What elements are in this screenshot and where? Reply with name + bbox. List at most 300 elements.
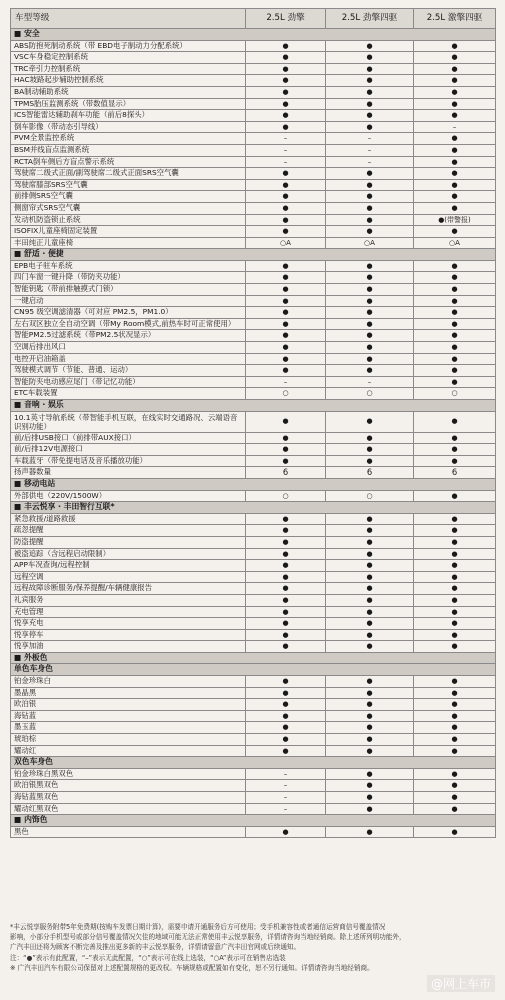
spec-value: ●: [326, 284, 414, 296]
spec-label: 空调后排出风口: [11, 342, 246, 354]
spec-value: ●: [414, 444, 496, 456]
spec-value: –: [414, 121, 496, 133]
spec-value: ●: [414, 606, 496, 618]
spec-row: [11, 330, 496, 342]
spec-table-container: [10, 8, 495, 838]
section-header-row: [11, 400, 496, 412]
spec-row: [11, 98, 496, 110]
spec-value: ●: [326, 780, 414, 792]
section-title: ■ 安全: [11, 29, 496, 41]
spec-value: ●: [326, 548, 414, 560]
spec-value: ●: [414, 641, 496, 653]
spec-label: 前排侧SRS空气囊: [11, 191, 246, 203]
footnote-line: 注：“●”表示有此配置，“–”表示无此配置，“○”表示可在线上选装，“○A”表示可在销售店选装: [10, 953, 286, 962]
spec-row: [11, 63, 496, 75]
spec-row: [11, 536, 496, 548]
spec-row: [11, 353, 496, 365]
spec-label: 一键启动: [11, 295, 246, 307]
spec-value: ●: [414, 202, 496, 214]
spec-value: ●: [414, 722, 496, 734]
spec-value: ●: [414, 803, 496, 815]
spec-value: ●(带警报): [414, 214, 496, 226]
spec-value: ●: [326, 525, 414, 537]
spec-value: ●: [246, 560, 326, 572]
spec-table: [10, 8, 496, 838]
spec-row: [11, 641, 496, 653]
spec-row: [11, 121, 496, 133]
section-title: ■ 外板色: [11, 652, 496, 664]
spec-value: ●: [246, 606, 326, 618]
footnote-line: ※ 广汽丰田汽车有限公司保留对上述配置规格的更改权。车辆规格或配置如有变化，恕不另行通知。详情请咨询当地经销商。: [10, 963, 374, 972]
spec-value: ●: [246, 40, 326, 52]
spec-row: [11, 40, 496, 52]
spec-label: 10.1英寸导航系统（带智能手机互联，在线实时交通路况、云端语音识别功能）: [11, 411, 246, 432]
section-header-row: [11, 664, 496, 676]
spec-value: 6: [326, 467, 414, 479]
spec-row: [11, 467, 496, 479]
spec-value: ●: [414, 455, 496, 467]
spec-value: ●: [414, 594, 496, 606]
spec-value: ●: [246, 121, 326, 133]
spec-row: [11, 780, 496, 792]
spec-value: ●: [246, 214, 326, 226]
spec-value: ●: [414, 629, 496, 641]
spec-value: ●: [326, 214, 414, 226]
spec-row: [11, 307, 496, 319]
section-header-row: [11, 478, 496, 490]
spec-value: ●: [414, 168, 496, 180]
section-header-row: [11, 29, 496, 41]
spec-value: ●: [414, 792, 496, 804]
spec-value: ●: [326, 826, 414, 838]
spec-value: ●: [326, 307, 414, 319]
spec-label: TPMS胎压监测系统（带数值显示）: [11, 98, 246, 110]
spec-value: ●: [326, 455, 414, 467]
spec-value: ●: [326, 792, 414, 804]
spec-value: ●: [414, 768, 496, 780]
spec-value: ●: [414, 133, 496, 145]
spec-label: 欧泊银: [11, 699, 246, 711]
spec-value: ●: [326, 40, 414, 52]
spec-value: ●: [246, 455, 326, 467]
spec-value: ●: [414, 583, 496, 595]
header-trim-3: 2.5L 激擎四驱: [414, 9, 496, 29]
spec-value: ●: [246, 98, 326, 110]
spec-value: ●: [246, 202, 326, 214]
spec-row: [11, 571, 496, 583]
spec-label: 侧窗帘式SRS空气囊: [11, 202, 246, 214]
spec-value: 6: [246, 467, 326, 479]
spec-value: –: [326, 144, 414, 156]
spec-value: ●: [414, 75, 496, 87]
spec-label: TRC牵引力控制系统: [11, 63, 246, 75]
spec-value: ●: [246, 295, 326, 307]
spec-value: ●: [414, 52, 496, 64]
spec-value: ●: [414, 295, 496, 307]
spec-label: RCTA倒车侧后方盲点警示系统: [11, 156, 246, 168]
spec-row: [11, 284, 496, 296]
spec-value: ●: [326, 202, 414, 214]
spec-row: [11, 826, 496, 838]
spec-value: ●: [246, 353, 326, 365]
spec-value: ●: [326, 641, 414, 653]
section-title: ■ 音响 · 娱乐: [11, 400, 496, 412]
spec-value: ●: [246, 86, 326, 98]
spec-value: ●: [326, 768, 414, 780]
spec-value: ○: [414, 388, 496, 400]
spec-value: ●: [414, 144, 496, 156]
spec-value: ○: [326, 388, 414, 400]
spec-value: ●: [414, 536, 496, 548]
spec-value: ●: [246, 284, 326, 296]
spec-value: ●: [246, 594, 326, 606]
spec-value: ●: [246, 411, 326, 432]
spec-row: [11, 455, 496, 467]
spec-label: 车载蓝牙（带免提电话及音乐播放功能）: [11, 455, 246, 467]
spec-row: [11, 699, 496, 711]
spec-label: BSM并线盲点监测系统: [11, 144, 246, 156]
spec-row: [11, 618, 496, 630]
spec-value: ●: [246, 318, 326, 330]
spec-label: 海钻蓝黑双色: [11, 792, 246, 804]
spec-row: [11, 133, 496, 145]
spec-label: ABS防抱死制动系统（带 EBD电子制动力分配系统）: [11, 40, 246, 52]
spec-value: ●: [326, 272, 414, 284]
spec-value: ●: [326, 676, 414, 688]
spec-row: [11, 432, 496, 444]
spec-value: ●: [414, 191, 496, 203]
spec-label: 智能PM2.5过滤系统（带PM2.5状况显示）: [11, 330, 246, 342]
spec-value: ●: [246, 699, 326, 711]
spec-label: EPB电子驻车系统: [11, 260, 246, 272]
spec-value: ●: [246, 629, 326, 641]
spec-value: ○: [246, 490, 326, 502]
spec-value: ●: [414, 110, 496, 122]
section-header-row: [11, 815, 496, 827]
spec-value: ●: [326, 330, 414, 342]
spec-value: ●: [326, 594, 414, 606]
spec-row: [11, 388, 496, 400]
spec-value: –: [246, 768, 326, 780]
spec-value: ●: [246, 525, 326, 537]
spec-value: ●: [326, 179, 414, 191]
spec-value: ●: [246, 722, 326, 734]
footnote-line: *丰云悦享服务附带5年免费期(按购车发票日期计算)，需要申请开通服务后方可使用；受手机兼容性或者通信运营商信号覆盖情况: [10, 923, 386, 931]
spec-label: 欧泊银黑双色: [11, 780, 246, 792]
spec-row: [11, 75, 496, 87]
spec-row: [11, 86, 496, 98]
spec-value: ●: [246, 342, 326, 354]
spec-row: [11, 376, 496, 388]
spec-label: HAC坡路起步辅助控制系统: [11, 75, 246, 87]
spec-value: ●: [246, 110, 326, 122]
spec-value: ●: [326, 365, 414, 377]
spec-value: ●: [246, 710, 326, 722]
spec-value: ●: [414, 284, 496, 296]
section-title: ■ 舒适 · 便捷: [11, 249, 496, 261]
spec-value: ●: [414, 560, 496, 572]
spec-label: 远程空调: [11, 571, 246, 583]
section-title: 双色车身色: [11, 757, 496, 769]
spec-label: 智能防夹电动感应尾门（带记忆功能）: [11, 376, 246, 388]
spec-label: ETC车载装置: [11, 388, 246, 400]
spec-value: ●: [246, 571, 326, 583]
spec-label: 黑色: [11, 826, 246, 838]
spec-value: ●: [414, 745, 496, 757]
spec-label: 耀动红: [11, 745, 246, 757]
spec-label: 悦享充电: [11, 618, 246, 630]
spec-value: ●: [326, 629, 414, 641]
spec-label: 电控开启油箱盖: [11, 353, 246, 365]
spec-value: –: [326, 156, 414, 168]
spec-value: ●: [414, 307, 496, 319]
spec-value: ●: [326, 571, 414, 583]
footnotes: [10, 922, 495, 973]
watermark: @网上车市: [427, 975, 495, 992]
section-title: ■ 丰云悦享 · 丰田智行互联*: [11, 502, 496, 514]
spec-row: [11, 168, 496, 180]
spec-value: ●: [414, 618, 496, 630]
spec-value: ●: [326, 618, 414, 630]
spec-row: [11, 191, 496, 203]
spec-label: 疏忽提醒: [11, 525, 246, 537]
spec-value: ●: [326, 226, 414, 238]
spec-value: ●: [326, 98, 414, 110]
spec-row: [11, 803, 496, 815]
spec-value: ●: [326, 353, 414, 365]
spec-value: ●: [246, 676, 326, 688]
spec-label: 驾驶模式调节（节能、普通、运动）: [11, 365, 246, 377]
spec-value: ●: [414, 260, 496, 272]
spec-value: ●: [414, 699, 496, 711]
spec-value: ●: [246, 52, 326, 64]
spec-value: ●: [414, 826, 496, 838]
spec-value: ●: [414, 226, 496, 238]
footnote-line: 广汽丰田还将为顾客不断完善及推出更多新的丰云悦享服务，详情请留意广汽丰田官网或后续通知。: [10, 943, 301, 952]
spec-value: ●: [326, 536, 414, 548]
spec-row: [11, 710, 496, 722]
spec-value: ●: [414, 179, 496, 191]
spec-row: [11, 179, 496, 191]
spec-value: ●: [326, 734, 414, 746]
spec-row: [11, 734, 496, 746]
spec-label: 被盗追踪（含远程启动限制）: [11, 548, 246, 560]
spec-value: ●: [326, 110, 414, 122]
spec-value: ●: [246, 330, 326, 342]
spec-value: ●: [414, 548, 496, 560]
spec-row: [11, 214, 496, 226]
spec-value: ●: [414, 571, 496, 583]
spec-value: ●: [246, 75, 326, 87]
spec-value: ●: [326, 687, 414, 699]
spec-value: ●: [414, 86, 496, 98]
spec-value: ●: [246, 168, 326, 180]
spec-value: ●: [414, 687, 496, 699]
spec-value: ●: [246, 365, 326, 377]
spec-value: ●: [326, 606, 414, 618]
spec-row: [11, 226, 496, 238]
spec-value: ●: [246, 641, 326, 653]
spec-value: ●: [246, 536, 326, 548]
spec-value: ●: [414, 365, 496, 377]
spec-value: ●: [414, 330, 496, 342]
spec-row: [11, 144, 496, 156]
spec-row: [11, 272, 496, 284]
spec-label: 礼宾服务: [11, 594, 246, 606]
spec-value: ●: [326, 168, 414, 180]
spec-value: ●: [326, 295, 414, 307]
spec-label: 海钻蓝: [11, 710, 246, 722]
spec-value: ●: [414, 432, 496, 444]
spec-label: ISOFIX儿童座椅固定装置: [11, 226, 246, 238]
spec-value: ●: [326, 513, 414, 525]
section-header-row: [11, 652, 496, 664]
spec-row: [11, 110, 496, 122]
spec-label: BA制动辅助系统: [11, 86, 246, 98]
spec-value: ●: [246, 745, 326, 757]
spec-value: ●: [326, 52, 414, 64]
spec-value: ●: [326, 260, 414, 272]
spec-value: ●: [246, 191, 326, 203]
spec-label: 丰田纯正儿童座椅: [11, 237, 246, 249]
spec-row: [11, 676, 496, 688]
spec-row: [11, 365, 496, 377]
spec-label: 远程故障诊断服务/保养提醒/车辆健康报告: [11, 583, 246, 595]
spec-row: [11, 260, 496, 272]
spec-value: ●: [414, 676, 496, 688]
spec-label: 琥珀棕: [11, 734, 246, 746]
spec-value: ●: [414, 376, 496, 388]
spec-value: ●: [326, 318, 414, 330]
footnote-line: 影响，小部分手机型号或部分信号覆盖情况欠佳的地域可能无法正常使用丰云悦享服务，详情请咨询当地经销商。除上述所列明功能外，: [10, 933, 406, 942]
spec-row: [11, 444, 496, 456]
spec-value: ●: [246, 548, 326, 560]
spec-value: ●: [326, 699, 414, 711]
spec-value: ●: [326, 710, 414, 722]
spec-row: [11, 745, 496, 757]
spec-row: [11, 295, 496, 307]
header-model-level: 车型等级: [11, 9, 246, 29]
spec-value: ●: [326, 444, 414, 456]
spec-value: ●: [414, 710, 496, 722]
spec-value: ○: [326, 490, 414, 502]
spec-value: ●: [246, 260, 326, 272]
spec-label: 充电管理: [11, 606, 246, 618]
spec-label: 驾驶席二级式正面/副驾驶席二级式正面SRS空气囊: [11, 168, 246, 180]
spec-value: ●: [326, 745, 414, 757]
spec-value: ●: [246, 179, 326, 191]
spec-label: PVM全景监控系统: [11, 133, 246, 145]
spec-label: VSC车身稳定控制系统: [11, 52, 246, 64]
spec-value: ●: [414, 342, 496, 354]
spec-value: ●: [414, 63, 496, 75]
spec-value: ●: [414, 513, 496, 525]
spec-row: [11, 768, 496, 780]
spec-value: ●: [326, 342, 414, 354]
spec-label: ICS智能雷达辅助刹车功能（前后8探头）: [11, 110, 246, 122]
spec-value: ●: [414, 40, 496, 52]
spec-value: ●: [326, 86, 414, 98]
spec-label: 悦享停车: [11, 629, 246, 641]
spec-label: 四门车窗一键升降（带防夹功能）: [11, 272, 246, 284]
header-trim-1: 2.5L 劲擎: [246, 9, 326, 29]
spec-row: [11, 629, 496, 641]
spec-value: ●: [326, 75, 414, 87]
spec-row: [11, 202, 496, 214]
spec-value: ●: [326, 121, 414, 133]
spec-value: 6: [414, 467, 496, 479]
spec-label: 紧急救援/道路救援: [11, 513, 246, 525]
spec-value: ●: [414, 490, 496, 502]
spec-row: [11, 342, 496, 354]
spec-label: 前/后排USB接口（前排带AUX接口）: [11, 432, 246, 444]
section-title: ■ 内饰色: [11, 815, 496, 827]
spec-value: ●: [414, 353, 496, 365]
spec-row: [11, 513, 496, 525]
spec-label: 悦享加油: [11, 641, 246, 653]
header-trim-2: 2.5L 劲擎四驱: [326, 9, 414, 29]
spec-value: ●: [414, 734, 496, 746]
spec-value: ●: [246, 618, 326, 630]
spec-value: ●: [414, 780, 496, 792]
spec-label: 铂金珍珠白黑双色: [11, 768, 246, 780]
spec-value: ●: [246, 734, 326, 746]
spec-value: ●: [246, 63, 326, 75]
spec-value: ●: [326, 63, 414, 75]
spec-row: [11, 237, 496, 249]
spec-value: ●: [246, 307, 326, 319]
spec-row: [11, 606, 496, 618]
section-title: 单色车身色: [11, 664, 496, 676]
spec-value: ●: [246, 444, 326, 456]
spec-label: 铂金珍珠白: [11, 676, 246, 688]
spec-row: [11, 722, 496, 734]
spec-label: 倒车影像（带动态引导线）: [11, 121, 246, 133]
spec-row: [11, 525, 496, 537]
spec-value: ●: [414, 411, 496, 432]
spec-value: –: [246, 144, 326, 156]
spec-row: [11, 594, 496, 606]
spec-value: ●: [414, 156, 496, 168]
spec-table-body: [11, 29, 496, 838]
spec-row: [11, 687, 496, 699]
table-header-row: [11, 9, 496, 29]
spec-value: ●: [326, 803, 414, 815]
spec-value: ○A: [326, 237, 414, 249]
spec-value: ●: [246, 826, 326, 838]
spec-value: –: [326, 133, 414, 145]
spec-value: –: [246, 792, 326, 804]
spec-value: ●: [246, 583, 326, 595]
section-header-row: [11, 249, 496, 261]
spec-row: [11, 548, 496, 560]
spec-value: ●: [414, 272, 496, 284]
spec-value: ●: [326, 583, 414, 595]
spec-row: [11, 583, 496, 595]
spec-value: ●: [326, 411, 414, 432]
spec-value: ●: [414, 318, 496, 330]
spec-label: 外部供电（220V/1500W）: [11, 490, 246, 502]
spec-row: [11, 411, 496, 432]
spec-row: [11, 560, 496, 572]
spec-label: 墨玉蓝: [11, 722, 246, 734]
spec-value: ●: [326, 191, 414, 203]
spec-label: 墨晶黑: [11, 687, 246, 699]
spec-row: [11, 490, 496, 502]
spec-label: APP车况查询/远程控制: [11, 560, 246, 572]
spec-value: ●: [414, 525, 496, 537]
spec-value: ○A: [414, 237, 496, 249]
